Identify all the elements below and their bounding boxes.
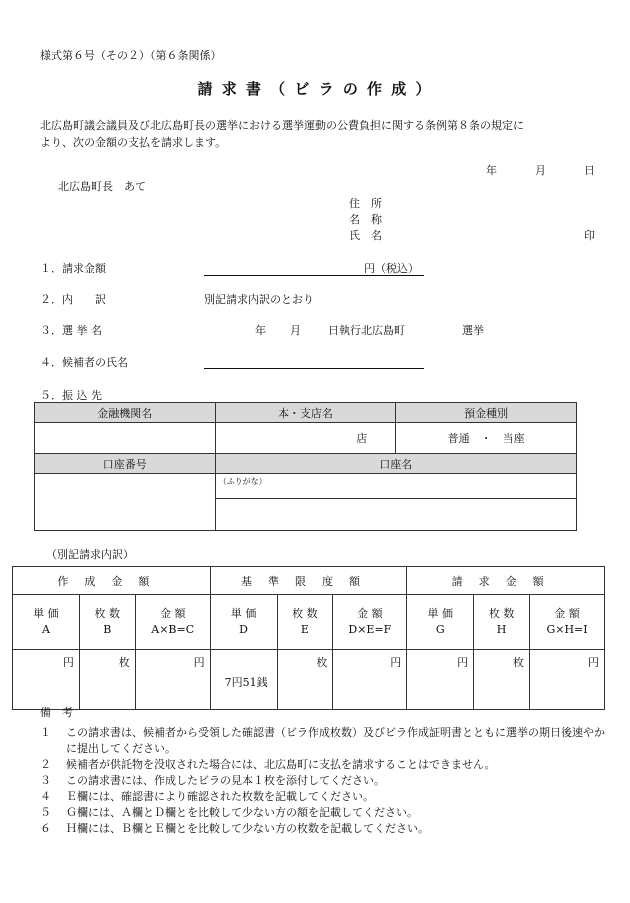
institution-header: 金融機関名 <box>35 403 216 423</box>
amount-i-label: 金 額 <box>554 606 580 620</box>
intro-line-1: 北広島町議会議員及び北広島町長の選挙における選挙運動の公費負担に関する条例第８条の規定に <box>40 119 524 132</box>
value-g-cell[interactable] <box>407 650 474 710</box>
election-held-label: 日執行北広島町 <box>328 324 405 337</box>
unit-price-d-label: 単 価 <box>230 606 257 620</box>
unit-price-d-header <box>210 595 277 650</box>
furigana-cell[interactable] <box>215 474 576 499</box>
amount-c-header <box>135 595 210 650</box>
yen-unit: 円 <box>390 656 402 669</box>
date-month-label: 月 <box>535 164 546 177</box>
sym-i: G×H=I <box>546 623 588 636</box>
branch-cell[interactable] <box>215 423 396 454</box>
intro-line-2: より、次の金額の支払を請求します。 <box>40 136 227 150</box>
sym-b: B <box>103 623 112 636</box>
yen-unit: 円 <box>457 656 469 669</box>
address-label: 住 所 <box>349 197 382 210</box>
note-text: Ｇ欄には、Ａ欄とＤ欄とを比較して少ない方の額を記載してください。 <box>66 805 418 819</box>
sheets-unit: 枚 <box>513 656 525 669</box>
yen-unit: 円 <box>62 656 74 669</box>
note-item <box>40 805 605 821</box>
group-claim-header: 請求金額 <box>407 567 605 595</box>
sym-d: D <box>239 623 248 636</box>
page-title: 請 求 書 （ ビ ラ の 作 成 ） <box>197 80 433 98</box>
note-item <box>40 789 605 805</box>
value-b-cell[interactable] <box>79 650 135 710</box>
election-year-label: 年 <box>255 324 266 337</box>
furigana-label: （ふりがな） <box>218 477 267 486</box>
account-number-cell[interactable] <box>35 474 216 531</box>
note-number: ３ <box>40 773 51 787</box>
note-number: ４ <box>40 789 51 803</box>
yen-unit: 円 <box>588 656 599 669</box>
note-text: Ｅ欄には、確認書により確認された枚数を記載してください。 <box>66 789 374 803</box>
amount-f-header <box>333 595 407 650</box>
sym-g: G <box>435 623 445 636</box>
sheets-unit: 枚 <box>316 656 328 669</box>
group-standard-header: 基準限度額 <box>210 567 407 595</box>
quantity-h-header <box>474 595 530 650</box>
unit-price-g-header <box>407 595 474 650</box>
account-number-header: 口座番号 <box>35 454 216 474</box>
yen-unit: 円 <box>193 656 205 669</box>
transfer-label: ５．振 込 先 <box>40 389 102 402</box>
account-type-cell[interactable] <box>396 423 577 454</box>
person-label: 氏 名 <box>349 229 382 242</box>
bank-table <box>34 402 577 531</box>
notes-list <box>40 725 605 837</box>
sym-a: A <box>41 623 50 636</box>
note-text: Ｈ欄には、Ｂ欄とＥ欄とを比較して少ない方の枚数を記載してください。 <box>66 821 429 835</box>
value-d-cell <box>210 650 277 710</box>
branch-suffix: 店 <box>356 432 368 445</box>
note-item <box>40 757 605 773</box>
account-type-options: 普通 ・ 当座 <box>447 432 525 445</box>
detail-label: （別記請求内訳） <box>46 548 134 561</box>
sheets-unit: 枚 <box>118 656 130 669</box>
recipient: 北広島町長 あて <box>58 180 146 193</box>
claim-amount-label: １．請求金額 <box>40 262 106 275</box>
detail-table <box>12 566 605 710</box>
date-year-label: 年 <box>486 164 497 177</box>
quantity-e-header <box>277 595 333 650</box>
sym-f: D×E=F <box>348 623 392 636</box>
value-f-cell[interactable] <box>333 650 407 710</box>
unit-price-a-header <box>13 595 80 650</box>
note-item <box>40 821 605 837</box>
sym-e: E <box>300 623 309 636</box>
note-item <box>40 773 605 789</box>
account-name-cell[interactable] <box>215 499 576 531</box>
unit-price-a-label: 単 価 <box>33 606 59 620</box>
claim-amount-unit: 円（税込） <box>364 262 419 275</box>
quantity-b-header <box>79 595 135 650</box>
seal-mark: 印 <box>584 229 595 242</box>
note-text: この請求書には、作成したビラの見本１枚を添付してください。 <box>66 773 385 787</box>
candidate-name-field[interactable] <box>204 356 424 369</box>
quantity-h-label: 枚 数 <box>488 606 515 620</box>
note-text: この請求書は、候補者から受領した確認書（ビラ作成枚数）及びビラ作成証明書とともに選挙の期日後速やかに提出してください。 <box>66 726 605 755</box>
amount-i-header <box>530 595 605 650</box>
election-month-label: 月 <box>290 324 301 337</box>
note-number: ５ <box>40 805 51 819</box>
form-number: 様式第６号（その２）（第６条関係） <box>40 49 222 62</box>
group-creation-header: 作成金額 <box>13 567 211 595</box>
election-name-label: ３．選 挙 名 <box>40 324 102 337</box>
institution-cell[interactable] <box>35 423 216 454</box>
unit-price-g-label: 単 価 <box>427 606 453 620</box>
branch-header: 本・支店名 <box>215 403 396 423</box>
value-c-cell[interactable] <box>135 650 210 710</box>
value-a-cell[interactable] <box>13 650 80 710</box>
breakdown-value: 別記請求内訳のとおり <box>204 293 314 306</box>
sym-h: H <box>496 623 507 636</box>
notes-title: 備 考 <box>40 706 73 719</box>
value-e-cell[interactable] <box>277 650 333 710</box>
name-label: 名 称 <box>349 213 382 226</box>
note-number: ６ <box>40 821 51 835</box>
date-day-label: 日 <box>584 164 595 177</box>
amount-c-label: 金 額 <box>159 606 186 620</box>
account-type-header: 預金種別 <box>396 403 577 423</box>
note-text: 候補者が供託物を没収された場合には、北広島町に支払を請求することはできません。 <box>66 757 496 771</box>
quantity-e-label: 枚 数 <box>292 606 318 620</box>
note-item <box>40 725 605 757</box>
quantity-b-label: 枚 数 <box>94 606 121 620</box>
standard-rate: 7円51銭 <box>224 676 268 689</box>
account-name-header: 口座名 <box>215 454 576 474</box>
value-h-cell[interactable] <box>474 650 530 710</box>
value-i-cell[interactable] <box>530 650 605 710</box>
amount-f-label: 金 額 <box>357 606 383 620</box>
candidate-name-label: ４．候補者の氏名 <box>40 356 128 369</box>
note-number: １ <box>40 726 51 739</box>
breakdown-label: ２．内 訳 <box>40 293 106 306</box>
intro-text <box>40 117 600 151</box>
sym-c: A×B=C <box>151 623 195 636</box>
note-number: ２ <box>40 757 51 771</box>
election-suffix: 選挙 <box>462 324 484 337</box>
